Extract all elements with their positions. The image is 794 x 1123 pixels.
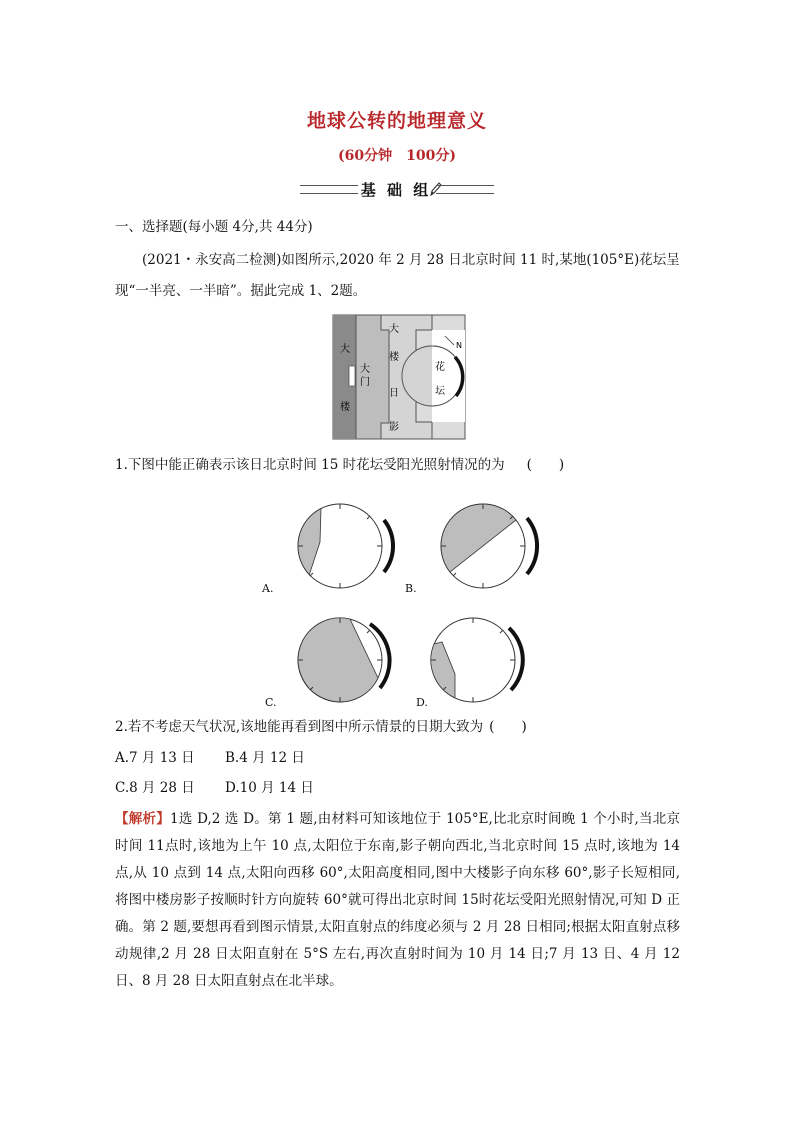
label-shadow-1: 大 [389, 324, 399, 335]
gate [349, 366, 355, 386]
part-heading: 一、选择题(每小题 4分,共 44分) [115, 219, 313, 235]
label-building-1: 大 [340, 344, 350, 355]
label-shadow-4: 影 [389, 422, 399, 433]
intro-line-1: (2021・永安高二检测)如图所示,2020 年 2 月 28 日北京时间 11 时,某地(105°E)花坛呈 [142, 252, 680, 268]
question-2-stem [115, 717, 527, 737]
q2-option-a: A.7 月 13 日 [115, 750, 195, 766]
page-title: 地球公转的地理意义 [306, 110, 487, 132]
option-c-label: C. [265, 696, 277, 709]
flowerbed-figure [332, 314, 468, 442]
q2-option-b: B.4 月 12 日 [225, 750, 305, 766]
option-d-label: D. [416, 696, 428, 709]
analysis-tag: 【解析】 [115, 811, 171, 827]
section-header [300, 178, 494, 202]
divider-right [436, 185, 494, 194]
q1-stem-text: 1.下图中能正确表示该日北京时间 15 时花坛受阳光照射情况的为 [115, 457, 505, 473]
option-c-diagram [295, 612, 399, 708]
option-b-label: B. [405, 582, 417, 595]
analysis-block [115, 806, 680, 995]
label-gate-1: 大 [360, 364, 370, 375]
label-shadow-2: 楼 [389, 352, 399, 363]
divider-left [300, 185, 358, 194]
label-flowerbed-1: 花 [435, 362, 445, 373]
time-score: (60分钟 100分) [338, 148, 456, 164]
option-a-diagram [295, 498, 399, 594]
north-label: N [456, 341, 462, 350]
label-shadow-3: 日 [389, 388, 399, 399]
question-1-stem [115, 455, 564, 475]
q1-answer-bracket: ( ) [526, 457, 565, 473]
label-gate-2: 门 [360, 377, 370, 388]
section-label: 基 础 组 [360, 181, 432, 199]
option-d-diagram [428, 612, 532, 708]
label-building-2: 楼 [340, 402, 350, 413]
intro-line-2: 现“一半亮、一半暗”。据此完成 1、2题。 [115, 283, 367, 299]
analysis-text: 1选 D,2 选 D。第 1 题,由材料可知该地位于 105°E,比北京时间晚 1 个小时,当北京时间 11点时,该地为上午 10 点,太阳位于东南,影子朝向西北,当北京时间 15 点时,该地为 14 点,从 10 点到 14 点,太阳向西移 60°,太阳高度相同,图中大楼影子向东移 60°,影子长短相同,将图中楼房影子按顺时针方向旋转 60°就可得出北京时间 15时花坛受阳光照射情况,可知 D 正确。第 2 题,要想再看到图示情景,太阳直射点的纬度必须与 2 月 28 日相同;根据太阳直射点移动规律,2 月 28 日太阳直射在 5°S 左右,再次直射时间为 10 月 14 日;7 月 13 日、4 月 12 日、8 月 28 日太阳直射点在北半球。 [115, 811, 681, 989]
q2-option-d: D.10 月 14 日 [225, 780, 314, 796]
q2-stem-text: 2.若不考虑天气状况,该地能再看到图中所示情景的日期大致为 [115, 719, 484, 735]
q2-option-c: C.8 月 28 日 [115, 780, 195, 796]
q2-answer-bracket: ( ) [489, 719, 527, 735]
option-a-label: A. [262, 582, 274, 595]
option-b-diagram [438, 498, 542, 594]
label-flowerbed-2: 坛 [435, 386, 445, 397]
